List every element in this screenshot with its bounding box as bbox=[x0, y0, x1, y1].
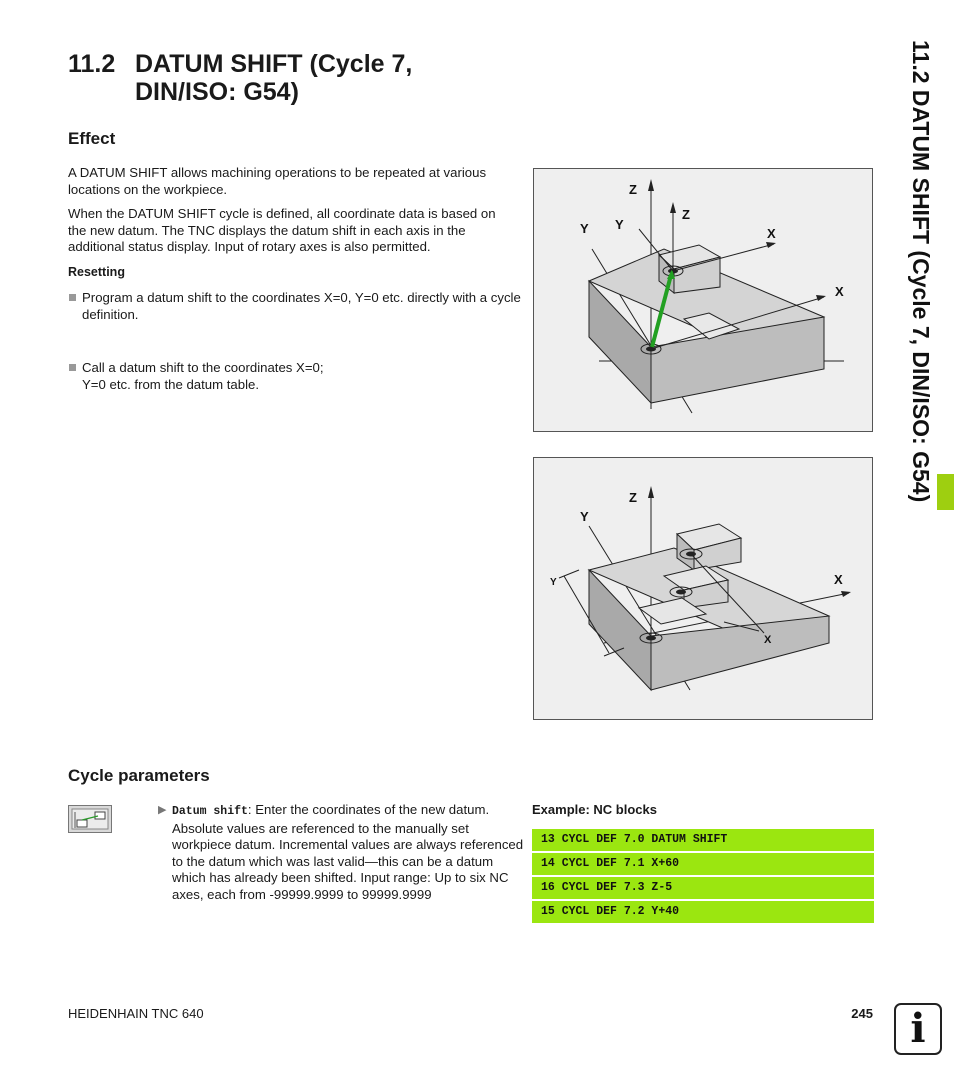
section-number: 11.2 bbox=[68, 50, 116, 78]
parameter-description: : Enter the coordinates of the new datum. Absolute values are referenced to the manually set workpiece datum. Incremental values are always referenced to the datum which was last valid—this can be a datum which has already been shifted. Input range: Up to six NC axes, each from -99999.9999 to 99999.9999 bbox=[172, 802, 524, 902]
cycle-parameters-heading: Cycle parameters bbox=[68, 766, 210, 785]
figure1-label-x-shifted: X bbox=[767, 226, 776, 241]
side-tab-marker bbox=[937, 474, 954, 510]
figure2-label-z: Z bbox=[629, 490, 637, 505]
effect-heading: Effect bbox=[68, 129, 116, 148]
figure2-label-y: Y bbox=[580, 509, 589, 524]
resetting-bullet-2 bbox=[68, 360, 342, 393]
datum-shift-parameter bbox=[158, 802, 524, 903]
side-chapter-text: 11.2 DATUM SHIFT (Cycle 7, DIN/ISO: G54) bbox=[908, 40, 934, 503]
effect-paragraph-1: A DATUM SHIFT allows machining operations to be repeated at various locations on the workpiece. bbox=[68, 165, 487, 197]
figure1-label-y-shifted: Y bbox=[615, 217, 624, 232]
figure1-label-z-shifted: Z bbox=[682, 207, 690, 222]
bullet-square-icon bbox=[69, 364, 76, 371]
nc-block-4: 15 CYCL DEF 7.2 Y+40 bbox=[532, 901, 874, 923]
resetting-heading: Resetting bbox=[68, 265, 125, 279]
page-title bbox=[68, 50, 412, 106]
figure1-label-x: X bbox=[835, 284, 844, 299]
figure2-label-y-dimension: Y bbox=[550, 577, 557, 588]
parameter-arrow-icon: ▶ bbox=[158, 804, 167, 816]
parameter-name: Datum shift bbox=[172, 805, 248, 818]
figure2-label-x: X bbox=[834, 572, 843, 587]
title-line-1: DATUM SHIFT (Cycle 7, bbox=[135, 50, 413, 78]
resetting-bullet-2-text: Call a datum shift to the coordinates X=0; Y=0 etc. from the datum table. bbox=[82, 360, 324, 392]
figure-datum-shift-1 bbox=[533, 168, 873, 432]
effect-paragraph-2: When the DATUM SHIFT cycle is defined, all coordinate data is based on the new datum. The TNC displays the datum shift in each axis in the additional status display. Input of rotary axes is also permitted. bbox=[68, 206, 496, 254]
figure1-label-z: Z bbox=[629, 182, 637, 197]
datum-shift-softkey-icon[interactable] bbox=[68, 805, 112, 833]
figure1-label-y: Y bbox=[580, 221, 589, 236]
footer-product: HEIDENHAIN TNC 640 bbox=[68, 1006, 204, 1021]
footer-page-number: 245 bbox=[851, 1006, 873, 1021]
figure2-label-x-dimension: X bbox=[764, 634, 772, 646]
bullet-square-icon bbox=[69, 294, 76, 301]
nc-block-3: 16 CYCL DEF 7.3 Z-5 bbox=[532, 877, 874, 899]
info-icon[interactable]: i bbox=[894, 1003, 942, 1055]
title-line-2: DIN/ISO: G54) bbox=[135, 78, 299, 106]
nc-block-1: 13 CYCL DEF 7.0 DATUM SHIFT bbox=[532, 829, 874, 851]
figure-datum-shift-2 bbox=[533, 457, 873, 720]
resetting-bullet-1-text: Program a datum shift to the coordinates X=0, Y=0 etc. directly with a cycle definition. bbox=[82, 290, 521, 322]
example-heading: Example: NC blocks bbox=[532, 802, 657, 817]
nc-block-2: 14 CYCL DEF 7.1 X+60 bbox=[532, 853, 874, 875]
resetting-bullet-1 bbox=[68, 290, 527, 323]
